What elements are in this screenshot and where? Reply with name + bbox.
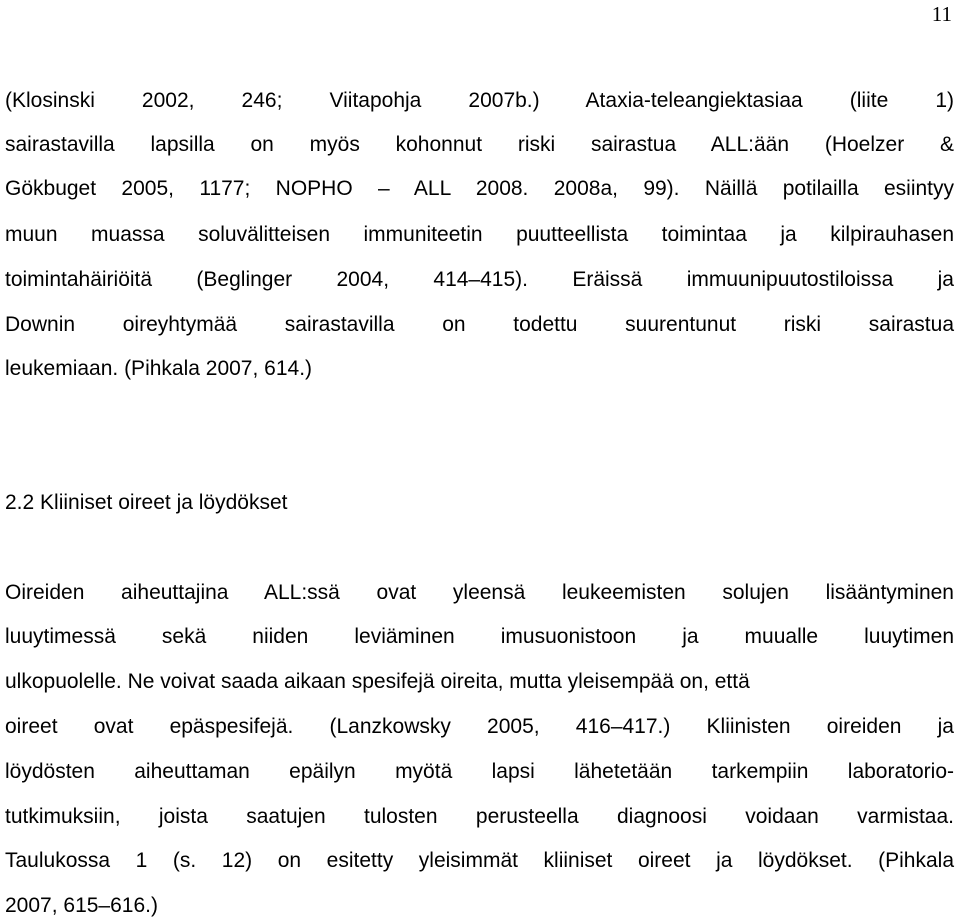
paragraph-line: toimintahäiriöitä (Beglinger 2004, 414–415). Eräissä immuunipuutostiloissa ja <box>5 268 954 291</box>
paragraph-line: sairastavilla lapsilla on myös kohonnut riski sairastua ALL:ään (Hoelzer & <box>5 133 954 156</box>
paragraph-line: Oireiden aiheuttajina ALL:ssä ovat yleensä leukeemisten solujen lisääntyminen <box>5 581 954 604</box>
paragraph-line: Downin oireyhtymää sairastavilla on todettu suurentunut riski sairastua <box>5 313 954 336</box>
paragraph-line: Gökbuget 2005, 1177; NOPHO – ALL 2008. 2008a, 99). Näillä potilailla esiintyy <box>5 177 954 200</box>
paragraph-line: ulkopuolelle. Ne voivat saada aikaan spesifejä oireita, mutta yleisempää on, että <box>5 670 750 693</box>
section-heading: 2.2 Kliiniset oireet ja löydökset <box>5 491 288 514</box>
paragraph-line: muun muassa soluvälitteisen immuniteetin puutteellista toimintaa ja kilpirauhasen <box>5 223 954 246</box>
page-number: 11 <box>931 2 952 26</box>
paragraph-line: (Klosinski 2002, 246; Viitapohja 2007b.) Ataxia-teleangiektasiaa (liite 1) <box>5 89 954 112</box>
paragraph-line: Taulukossa 1 (s. 12) on esitetty yleisimmät kliiniset oireet ja löydökset. (Pihkala <box>5 849 954 872</box>
paragraph-line: löydösten aiheuttaman epäilyn myötä lapsi lähetetään tarkempiin laboratorio- <box>5 760 954 783</box>
paragraph-line: 2007, 615–616.) <box>5 894 158 917</box>
paragraph-line: leukemiaan. (Pihkala 2007, 614.) <box>5 357 313 380</box>
paragraph-line: tutkimuksiin, joista saatujen tulosten perusteella diagnoosi voidaan varmistaa. <box>5 805 954 828</box>
paragraph-line: luuytimessä sekä niiden leviäminen imusuonistoon ja muualle luuytimen <box>5 625 954 648</box>
paragraph-line: oireet ovat epäspesifejä. (Lanzkowsky 2005, 416–417.) Kliinisten oireiden ja <box>5 715 954 738</box>
